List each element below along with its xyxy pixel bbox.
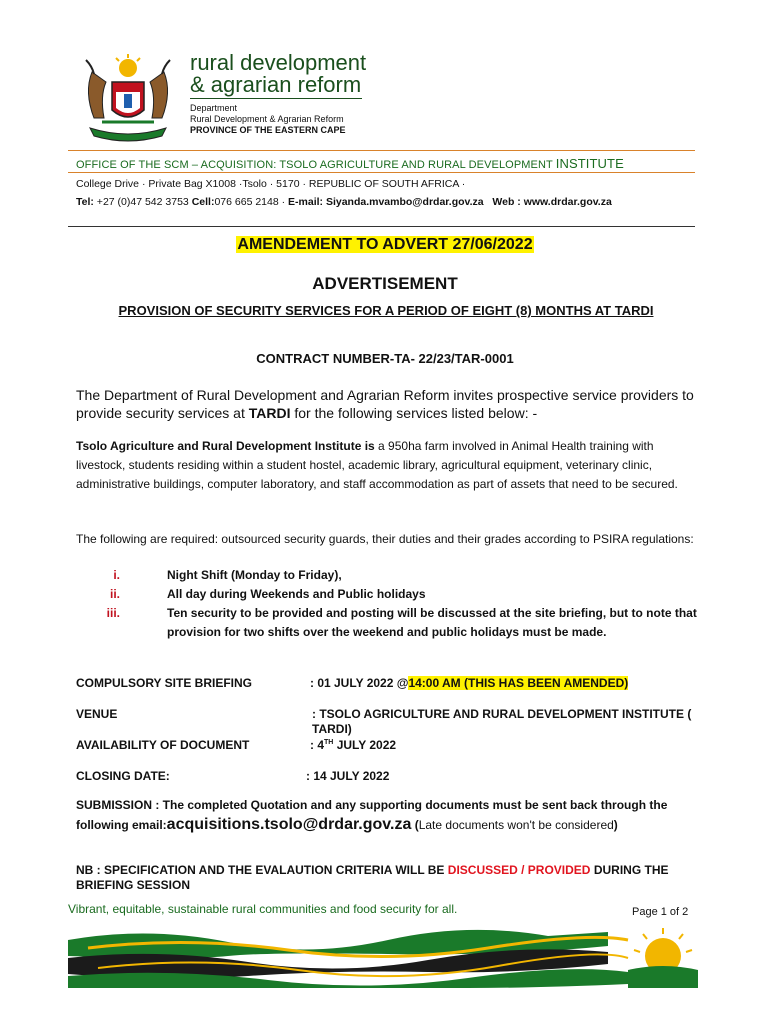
availability-day: : 4 (310, 738, 325, 752)
logo-line1: rural development (190, 50, 367, 75)
amendment-text: AMENDEMENT TO ADVERT 27/06/2022 (237, 236, 533, 253)
submission-late: Late documents won't be considered (418, 818, 614, 832)
institute-bold: Tsolo Agriculture and Rural Development Institute is (76, 439, 375, 453)
website[interactable]: Web : www.drdar.gov.za (492, 196, 612, 208)
contract-number: CONTRACT NUMBER-TA- 22/23/TAR-0001 (256, 351, 514, 366)
footer-slogan: Vibrant, equitable, sustainable rural communities and food security for all. (68, 902, 458, 916)
briefing-label: COMPULSORY SITE BRIEFING (76, 676, 253, 690)
office-rule (68, 172, 695, 173)
cell-value: 076 665 2148 · (214, 196, 289, 208)
header-rule (68, 226, 695, 227)
office-suffix: INSTITUTE (555, 156, 624, 171)
nb-text-b: DURING THE BRIEFING SESSION (76, 863, 669, 892)
institute-paragraph (76, 437, 696, 494)
contact-email[interactable]: E-mail: Siyanda.mvambo@drdar.gov.za (288, 196, 484, 208)
office-prefix: OFFICE OF THE SCM – ACQUISITION: TSOLO AGRICULTURE AND RURAL DEVELOPMENT (76, 159, 553, 171)
requirement-number: iii. (106, 606, 120, 620)
requirement-item: Ten security to be provided and posting will be discussed at the site briefing, but to note that provision for two shifts over the weekend and public holidays must be made. (167, 606, 697, 639)
provision-title: PROVISION OF SECURITY SERVICES FOR A PERIOD OF EIGHT (8) MONTHS AT TARDI (118, 303, 654, 318)
closing-label: CLOSING DATE: (76, 769, 170, 783)
contact-line (76, 196, 612, 208)
dept-label: Department (190, 103, 238, 113)
closing-value: : 14 JULY 2022 (306, 769, 390, 783)
logo-divider (190, 98, 362, 99)
nb-paragraph (76, 863, 706, 893)
page-number: Page 1 of 2 (632, 906, 689, 918)
requirement-item: Night Shift (Monday to Friday), (167, 568, 342, 582)
venue-value: : TSOLO AGRICULTURE AND RURAL DEVELOPMENT INSTITUTE ( TARDI) (312, 707, 692, 736)
office-heading (76, 156, 624, 171)
availability-month: JULY 2022 (333, 738, 397, 752)
requirement-number: ii. (109, 587, 120, 601)
briefing-time-highlight: 14:00 AM (THIS HAS BEEN AMENDED) (408, 676, 629, 690)
submission-paragraph (76, 796, 706, 835)
submission-text-c: ) (613, 818, 618, 832)
amendment-title (0, 236, 770, 254)
advertisement-heading: ADVERTISEMENT (312, 274, 458, 293)
intro-text-b: for the following services listed below: - (290, 405, 538, 421)
nb-red-text: DISCUSSED / PROVIDED (447, 863, 591, 877)
department-block (190, 103, 346, 136)
briefing-value (310, 676, 628, 690)
requirement-number: i. (113, 568, 120, 582)
cell-label: Cell: (191, 196, 215, 208)
top-rule (68, 150, 695, 151)
availability-value (310, 738, 396, 752)
intro-bold: TARDI (248, 405, 291, 421)
submission-text-a: SUBMISSION : The completed Quotation and any supporting documents must be sent back through the following email: (76, 798, 668, 832)
tel-label: Tel: (76, 196, 94, 208)
nb-text-a: NB : SPECIFICATION AND THE EVALAUTION CRITERIA WILL BE (76, 863, 448, 877)
footer-banner-graphic (68, 926, 698, 988)
province: PROVINCE OF THE EASTERN CAPE (190, 125, 346, 135)
tel-value: +27 (0)47 542 3753 (93, 196, 192, 208)
address: College Drive · Private Bag X1008 ·Tsolo · 5170 · REPUBLIC OF SOUTH AFRICA · (76, 178, 466, 190)
logo-line2: & agrarian reform (190, 72, 362, 97)
dept-name: Rural Development & Agrarian Reform (190, 114, 344, 124)
intro-text-a: The Department of Rural Development and Agrarian Reform invites prospective service providers to provide security services at (76, 387, 694, 421)
availability-label: AVAILABILITY OF DOCUMENT (76, 738, 250, 752)
institute-text: a 950ha farm involved in Animal Health training with livestock, students residing within a student hostel, academic library, agricultural equipment, veterinary clinic, administrative buildings, computer laboratory, and staff accommodation as part of assets that need to be secured. (76, 439, 678, 491)
briefing-date: : 01 JULY 2022 @ (310, 676, 409, 690)
venue-label: VENUE (76, 707, 118, 721)
intro-paragraph (76, 386, 696, 422)
availability-sup: TH (324, 739, 334, 746)
requirements-intro: The following are required: outsourced security guards, their duties and their grades according to PSIRA regulations: (76, 532, 694, 546)
requirement-item: All day during Weekends and Public holidays (167, 587, 426, 601)
submission-text-b: ( (411, 818, 419, 832)
submission-email[interactable]: acquisitions.tsolo@drdar.gov.za (166, 816, 412, 833)
coat-of-arms-logo (72, 52, 184, 144)
